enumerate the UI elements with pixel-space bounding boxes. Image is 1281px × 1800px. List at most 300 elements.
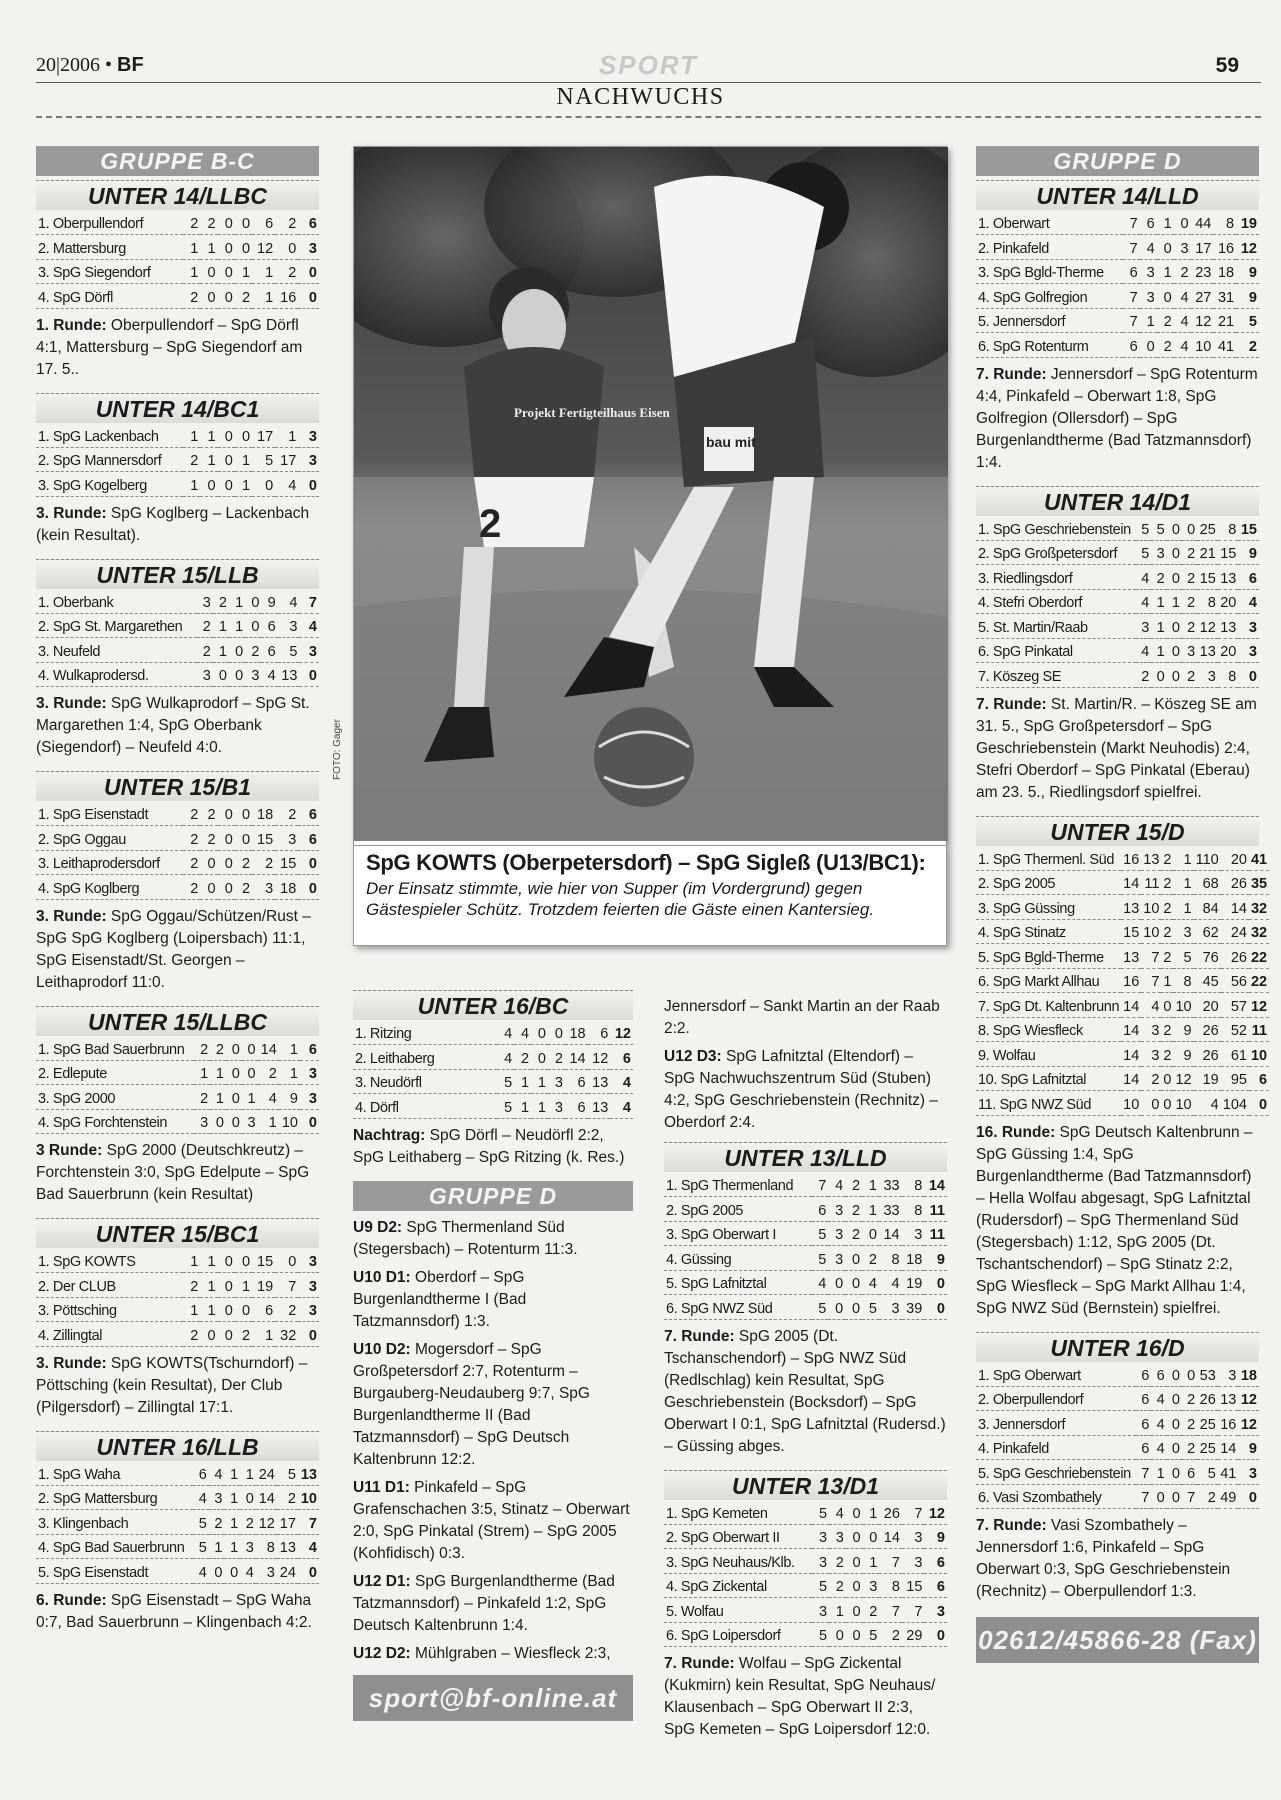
table-row [976,235,1259,260]
team-name: 3. SpG Bgld-Therme [976,259,1123,284]
table-row [976,895,1269,920]
team-name: 10. SpG Lafnitztal [976,1066,1121,1091]
stat-cell: 7 [1141,944,1161,969]
table-row [353,1069,633,1094]
round-results [36,315,319,381]
result-body: SpG Oggau/Schützen/Rust – SpG SpG Koglberg (Loipersbach) 11:1, SpG Eisenstadt/St. Georgen – Leithaprodorf 11:0. [36,907,311,991]
team-name: 9. Wolfau [976,1042,1121,1067]
points-cell: 2 [1236,333,1259,358]
stat-cell: 4 [1174,308,1191,333]
result-body: Pinkafeld – SpG Grafenschachen 3:5, Stinatz – Oberwart 2:0, SpG Pinkatal (Strem) – SpG 2005 (Kohfidisch) 0:3. [353,1478,630,1562]
stat-cell: 0 [845,1295,862,1320]
standings-title: UNTER 16/LLB [36,1431,319,1461]
team-name: 1. SpG Geschriebenstein [976,516,1136,541]
stat-cell: 6 [1140,210,1157,235]
stat-cell: 13 [1121,895,1141,920]
stat-cell: 13 [1218,1386,1239,1411]
stat-cell: 1 [224,1485,240,1510]
match-result [353,1477,633,1565]
stat-cell: 2 [235,284,252,309]
soccer-photo [354,147,948,841]
match-result [353,1217,633,1261]
standings-title: UNTER 14/LLD [976,180,1259,210]
result-label: U12 D1: [353,1572,411,1590]
stat-cell: 9 [279,1085,300,1110]
result-label: 6. Runde: [36,1591,107,1609]
team-name: 2. SpG St. Margarethen [36,613,197,638]
stat-cell: 0 [235,210,252,235]
table-row [664,1295,947,1320]
stat-cell: 3 [1182,638,1197,663]
points-cell: 3 [298,423,319,448]
stat-cell: 84 [1194,895,1221,920]
standings-table [36,1036,319,1135]
stat-cell: 23 [1191,259,1214,284]
stat-cell: 3 [209,1485,225,1510]
stat-cell: 3 [828,1221,845,1246]
team-name: 3. Riedlingsdorf [976,565,1136,590]
points-cell: 0 [298,284,319,309]
round-results [36,906,319,994]
table-row [976,1411,1259,1436]
result-label: 7. Runde: [976,1517,1047,1534]
team-name: 1. SpG Waha [36,1461,193,1486]
table-row [36,423,319,448]
result-label: 3. Runde: [36,907,107,925]
table-row [976,1435,1259,1460]
stat-cell: 0 [218,826,235,851]
result-body: Wolfau – SpG Zickental (Kukmirn) kein Resultat, SpG Neuhaus/ Klausenbach – SpG Oberwart II 2:3, SpG Kemeten – SpG Loipersdorf 12:0. [664,1655,936,1738]
table-row [36,1297,319,1322]
match-result [353,1339,633,1471]
stat-cell: 0 [1167,1386,1182,1411]
stat-cell: 0 [229,638,245,663]
table-row [976,663,1259,688]
team-name: 2. SpG 2005 [976,870,1121,895]
stat-cell: 2 [514,1045,531,1070]
table-row [36,235,319,260]
stat-cell: 6 [1136,1362,1151,1387]
stat-cell: 1 [1157,259,1174,284]
team-name: 3. Klingenbach [36,1510,193,1535]
standings-title: UNTER 15/D [976,816,1259,846]
stat-cell: 5 [1136,540,1151,565]
stat-cell: 6 [1123,333,1140,358]
points-cell: 3 [298,1273,319,1298]
stat-cell: 5 [812,1500,829,1525]
stat-cell: 14 [1121,870,1141,895]
stat-cell: 0 [1167,565,1182,590]
stat-cell: 7 [879,1549,902,1574]
team-name: 4. SpG Stinatz [976,919,1121,944]
points-cell: 0 [1249,1091,1269,1116]
points-cell: 35 [1249,870,1269,895]
stat-cell: 0 [200,284,217,309]
table-row [976,308,1259,333]
stat-cell: 0 [1182,1362,1197,1387]
points-cell: 5 [1236,308,1259,333]
stat-cell: 2 [863,1598,880,1623]
stat-cell: 13 [1218,614,1239,639]
stat-cell: 7 [902,1500,925,1525]
stat-cell: 26 [1221,870,1249,895]
stat-cell: 2 [183,447,200,472]
team-name: 3. Jennersdorf [976,1411,1136,1436]
stat-cell: 15 [252,826,275,851]
points-cell: 3 [299,638,319,663]
stat-cell: 5 [812,1246,829,1271]
stat-cell: 1 [200,235,217,260]
team-name: 1. SpG Bad Sauerbrunn [36,1036,194,1061]
round-results [976,364,1259,474]
stat-cell: 26 [879,1500,902,1525]
points-cell: 0 [924,1622,947,1647]
points-cell: 0 [924,1270,947,1295]
result-body: SpG Dörfl – Neudörfl 2:2, SpG Leithaberg – SpG Ritzing (k. Res.) [353,1126,625,1166]
stat-cell: 1 [200,423,217,448]
stat-cell: 0 [235,801,252,826]
standings-block [664,1142,947,1458]
stat-cell: 3 [902,1524,925,1549]
stat-cell: 5 [812,1573,829,1598]
stat-cell: 2 [1182,540,1197,565]
standings-title: UNTER 16/D [976,1332,1259,1362]
points-cell: 12 [924,1500,947,1525]
stat-cell: 1 [183,472,200,497]
points-cell: 7 [298,1510,319,1535]
points-cell: 12 [1238,1411,1259,1436]
stat-cell: 5 [1173,944,1193,969]
points-cell: 3 [298,1248,319,1273]
stat-cell: 3 [548,1069,565,1094]
stat-cell: 18 [565,1020,588,1045]
stat-cell: 1 [1173,870,1193,895]
stat-cell: 2 [235,850,252,875]
result-label: 7. Runde: [664,1655,735,1672]
stat-cell: 24 [1221,919,1249,944]
stat-cell: 41 [1213,333,1236,358]
team-name: 5. SpG Bgld-Therme [976,944,1121,969]
stat-cell: 16 [1121,968,1141,993]
team-name: 4. Pinkafeld [976,1435,1136,1460]
points-cell: 3 [298,235,319,260]
team-name: 4. Dörfl [353,1094,497,1119]
stat-cell: 1 [1157,210,1174,235]
stat-cell: 4 [828,1172,845,1197]
stat-cell: 2 [252,850,275,875]
stat-cell: 41 [1218,1460,1239,1485]
team-name: 1. Oberpullendorf [36,210,183,235]
stat-cell: 1 [213,613,229,638]
points-cell: 3 [300,1060,319,1085]
stat-cell: 3 [828,1246,845,1271]
table-row [976,1386,1259,1411]
stat-cell: 5 [1151,516,1166,541]
stat-cell: 2 [275,801,298,826]
points-cell: 0 [298,1322,319,1347]
stat-cell: 2 [277,1485,298,1510]
round-results [976,1515,1259,1603]
stat-cell: 19 [1194,1066,1221,1091]
stat-cell: 13 [278,662,300,687]
standings-block [36,771,319,994]
table-row [36,447,319,472]
stat-cell: 1 [1151,1460,1166,1485]
table-row [976,919,1269,944]
section-title: SPORT [598,50,699,80]
team-name: 3. SpG 2000 [36,1085,194,1110]
team-name: 4. SpG Dörfl [36,284,183,309]
stat-cell: 1 [863,1549,880,1574]
stat-cell: 0 [218,1297,235,1322]
stat-cell: 1 [862,1197,879,1222]
stat-cell: 2 [548,1045,565,1070]
table-row [36,1248,319,1273]
team-name: 4. SpG Golfregion [976,284,1123,309]
stat-cell: 10 [279,1109,300,1134]
stat-cell: 4 [275,472,298,497]
stat-cell: 0 [829,1622,846,1647]
stat-cell: 9 [1173,1042,1193,1067]
standings-block [36,1431,319,1634]
group-banner: GRUPPE D [976,146,1259,176]
stat-cell: 1 [1151,614,1166,639]
page-number: 59 [1215,54,1239,77]
stat-cell: 4 [862,1270,879,1295]
points-cell: 11 [924,1221,947,1246]
stat-cell: 12 [1173,1066,1193,1091]
stat-cell: 1 [275,423,298,448]
stat-cell: 5 [193,1510,209,1535]
table-row [976,870,1269,895]
stat-cell: 0 [1157,284,1174,309]
points-cell: 32 [1249,919,1269,944]
table-row [976,614,1259,639]
stat-cell: 0 [200,850,217,875]
stat-cell: 2 [862,1246,879,1271]
stat-cell: 9 [261,589,277,614]
table-row [976,540,1259,565]
stat-cell: 1 [1151,638,1166,663]
standings-title: UNTER 16/BC [353,990,633,1020]
table-row [976,284,1259,309]
stat-cell: 1 [258,1109,279,1134]
table-row [36,662,319,687]
standings-block [36,559,319,760]
stat-cell: 62 [1194,919,1221,944]
stat-cell: 3 [197,589,213,614]
standings-table [36,1248,319,1347]
stat-cell: 2 [1161,1042,1173,1067]
stat-cell: 12 [1197,614,1218,639]
team-name: 6. Vasi Szombathely [976,1484,1136,1509]
round-results [976,694,1259,804]
result-label: 16. Runde: [976,1123,1056,1141]
stat-cell: 1 [531,1094,548,1119]
stat-cell: 8 [1213,210,1236,235]
stat-cell: 0 [235,1248,252,1273]
stat-cell: 16 [1213,235,1236,260]
stat-cell: 1 [200,1297,217,1322]
stat-cell: 3 [197,662,213,687]
table-row [36,1510,319,1535]
stat-cell: 15 [252,1248,275,1273]
result-label: 7. Runde: [976,695,1047,713]
standings-block [976,816,1268,1320]
table-row [976,210,1259,235]
stat-cell: 2 [1161,846,1173,871]
team-name: 4. Zillingtal [36,1322,183,1347]
stat-cell: 4 [1141,993,1161,1018]
stat-cell: 3 [1141,1017,1161,1042]
stat-cell: 0 [1167,663,1182,688]
match-result [353,1571,633,1637]
stat-cell: 2 [210,1036,226,1061]
stat-cell: 7 [1141,968,1161,993]
stat-cell: 57 [1221,993,1249,1018]
stat-cell: 0 [1167,516,1182,541]
result-body: St. Martin/R. – Köszeg SE am 31. 5., SpG Großpetersdorf – SpG Geschriebenstein (Markt Neuhodis) 2:4, Stefri Oberdorf – SpG Pinkatal (Eberau) am 23. 5., Riedlingsdorf spielfrei. [976,695,1257,801]
stat-cell: 2 [183,826,200,851]
stat-cell: 1 [213,638,229,663]
header-rule [36,82,1261,83]
stat-cell: 0 [224,1559,240,1584]
stat-cell: 0 [218,801,235,826]
stat-cell: 1 [200,447,217,472]
stat-cell: 68 [1194,870,1221,895]
stat-cell: 0 [846,1524,863,1549]
soccer-ball [594,707,694,807]
stat-cell: 6 [261,638,277,663]
stat-cell: 26 [1194,1042,1221,1067]
standings-block [976,486,1259,804]
team-name: 6. SpG Markt Allhau [976,968,1121,993]
table-row [36,1085,319,1110]
stat-cell: 10 [1191,333,1214,358]
stat-cell: 32 [275,1322,298,1347]
team-name: 1. Oberwart [976,210,1123,235]
stat-cell: 0 [218,850,235,875]
stat-cell: 2 [183,850,200,875]
points-cell: 9 [924,1246,947,1271]
stat-cell: 3 [278,613,300,638]
match-result [353,1267,633,1333]
stat-cell: 3 [812,1598,829,1623]
stat-cell: 0 [218,235,235,260]
photo-credit: FOTO: Gager [332,719,343,780]
table-row [976,1362,1259,1387]
stat-cell: 8 [879,1573,902,1598]
points-cell: 10 [1249,1042,1269,1067]
stat-cell: 2 [829,1573,846,1598]
standings-title: UNTER 14/BC1 [36,393,319,423]
stat-cell: 0 [548,1020,565,1045]
points-cell: 19 [1236,210,1259,235]
stat-cell: 14 [565,1045,588,1070]
stat-cell: 4 [1140,235,1157,260]
stat-cell: 2 [845,1221,862,1246]
standings-title: UNTER 15/LLBC [36,1006,319,1036]
team-name: 2. SpG 2005 [664,1197,812,1222]
team-name: 5. Jennersdorf [976,308,1123,333]
stat-cell: 4 [514,1020,531,1045]
team-name: 3. SpG Oberwart I [664,1221,812,1246]
team-name: 6. SpG Rotenturm [976,333,1123,358]
stat-cell: 2 [183,210,200,235]
email-footer[interactable]: sport@bf-online.at [353,1675,633,1721]
team-name: 3. Neufeld [36,638,197,663]
result-body: Oberpullendorf – SpG Dörfl 4:1, Mattersburg – SpG Siegendorf am 17. 5.. [36,316,303,378]
stat-cell: 10 [1141,919,1161,944]
result-body: SpG Thermenland Süd (Stegersbach) – Rotenturm 11:3. [353,1218,578,1258]
stat-cell: 18 [1213,259,1236,284]
stat-cell: 0 [1151,663,1166,688]
round-results [36,503,319,547]
stat-cell: 5 [1197,1460,1218,1485]
stat-cell: 8 [256,1534,277,1559]
stat-cell: 1 [224,1461,240,1486]
stat-cell: 8 [879,1246,902,1271]
stat-cell: 4 [209,1461,225,1486]
standings-table [36,1461,319,1584]
stat-cell: 0 [1167,1484,1182,1509]
stat-cell: 2 [1161,870,1173,895]
stat-cell: 1 [1151,589,1166,614]
points-cell: 4 [298,1534,319,1559]
points-cell: 4 [610,1069,633,1094]
stat-cell: 18 [902,1246,925,1271]
points-cell: 0 [298,472,319,497]
points-cell: 0 [298,259,319,284]
points-cell: 6 [610,1045,633,1070]
stat-cell: 3 [240,1534,256,1559]
stat-cell: 1 [252,284,275,309]
points-cell: 22 [1249,944,1269,969]
stat-cell: 1 [252,259,275,284]
stat-cell: 0 [242,1036,258,1061]
team-name: 8. SpG Wiesfleck [976,1017,1121,1042]
stat-cell: 6 [1182,1460,1197,1485]
stat-cell: 4 [193,1485,209,1510]
team-name: 5. Wolfau [664,1598,812,1623]
team-name: 2. SpG Oggau [36,826,183,851]
stat-cell: 0 [828,1295,845,1320]
stat-cell: 0 [226,1085,242,1110]
table-row [976,516,1259,541]
points-cell: 9 [1238,540,1259,565]
table-row [976,1017,1269,1042]
stat-cell: 17 [275,447,298,472]
team-name: 2. Mattersburg [36,235,183,260]
stat-cell: 6 [565,1069,588,1094]
stat-cell: 1 [235,1273,252,1298]
stat-cell: 1 [210,1060,226,1085]
stat-cell: 1 [183,1297,200,1322]
stat-cell: 20 [1221,846,1249,871]
stat-cell: 2 [1182,663,1197,688]
stat-cell: 0 [218,423,235,448]
stat-cell: 4 [1151,1411,1166,1436]
team-name: 2. SpG Großpetersdorf [976,540,1136,565]
team-name: 7. SpG Dt. Kaltenbrunn [976,993,1121,1018]
points-cell: 12 [1236,235,1259,260]
stat-cell: 3 [1141,1042,1161,1067]
stat-cell: 2 [183,1322,200,1347]
result-body: Oberdorf – SpG Burgenlandtherme I (Bad Tatzmannsdorf) 1:3. [353,1268,527,1330]
stat-cell: 1 [235,259,252,284]
stat-cell: 7 [902,1598,925,1623]
standings-block [976,1332,1259,1604]
